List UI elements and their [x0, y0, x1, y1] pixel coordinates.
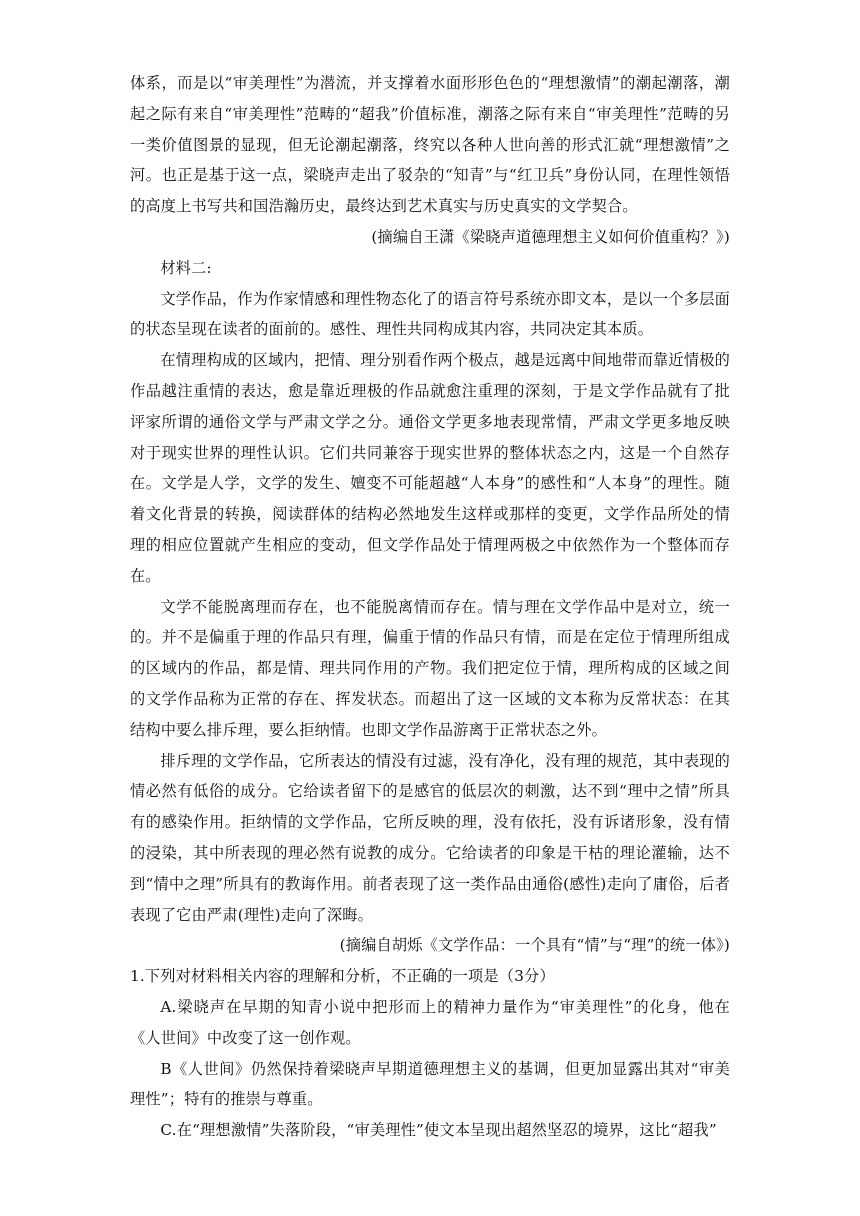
material2-paragraph-2: 在情理构成的区域内，把情、理分别看作两个极点，越是远离中间地带而靠近情极的作品越注重情的表达，愈是靠近理极的作品就愈注重理的深刻，于是文学作品就有了批评家所谓的通俗文学与严肃文学之分。通俗文学更多地表现常情，严肃文学更多地反映对于现实世界的理性认识。它们共同兼容于现实世界的整体状态之内，这是一个自然存在。文学是人学，文学的发生、嬗变不可能超越“人本身”的感性和“人本身”的理性。随着文化背景的转换，阅读群体的结构必然地发生这样或那样的变更，文学作品所处的情理的相应位置就产生相应的变动，但文学作品处于情理两极之中依然作为一个整体而存在。	[130, 351, 730, 585]
material1-tail-paragraph: 体系，而是以“审美理性”为潜流，并支撑着水面形形色色的“理想激情”的潮起潮落，潮起之际有来自“审美理性”范畴的“超我”价值标准，潮落之际有来自“审美理性”范畴的另一类价值图景的显现，但无论潮起潮落，终究以各种人世向善的形式汇就“理想激情”之河。也正是基于这一点，梁晓声走出了驳杂的“知青”与“红卫兵”身份认同，在理性领悟的高度上书写共和国浩瀚历史，最终达到艺术真实与历史真实的文学契合。	[130, 74, 730, 216]
material2-paragraph-3: 文学不能脱离理而存在，也不能脱离情而存在。情与理在文学作品中是对立，统一的。并不是偏重于理的作品只有理，偏重于情的作品只有情，而是在定位于情理所组成的区域内的作品，都是情、理共同作用的产物。我们把定位于情，理所构成的区域之间的文学作品称为正常的存在、挥发状态。而超出了这一区域的文本称为反常状态：在其结构中要么排斥理，要么拒纳情。也即文学作品游离于正常状态之外。	[130, 597, 730, 739]
material2-heading: 材料二:	[160, 258, 212, 277]
material2-paragraph-1: 文学作品，作为作家情感和理性物态化了的语言符号系统亦即文本，是以一个多层面的状态呈现在读者的面前的。感性、理性共同构成其内容，共同决定其本质。	[130, 289, 730, 339]
question-1-stem: 1.下列对材料相关内容的理解和分析，不正确的一项是（3分）	[130, 967, 555, 986]
question-1-option-b: B《人世间》仍然保持着梁晓声早期道德理想主义的基调，但更加显露出其对“审美理性”；特有的推崇与尊重。	[130, 1059, 730, 1109]
material1-source: (摘编自王潇《梁晓声道德理想主义如何价值重构？》)	[371, 227, 730, 246]
question-1-option-a: A.梁晓声在早期的知青小说中把形而上的精神力量作为“审美理性”的化身，他在《人世间》中改变了这一创作观。	[130, 997, 730, 1047]
question-1-option-c: C.在“理想激情”失落阶段，“审美理性”使文本呈现出超然坚忍的境界，这比“超我”	[160, 1121, 717, 1140]
document-body	[130, 68, 730, 1146]
material2-paragraph-4: 排斥理的文学作品，它所表达的情没有过滤，没有净化，没有理的规范，其中表现的情必然有低俗的成分。它给读者留下的是感官的低层次的刺激，达不到“理中之情”所具有的感染作用。拒纳情的文学作品，它所反映的理，没有依托，没有诉诸形象，没有情的浸染，其中所表现的理必然有说教的成分。它给读者的印象是干枯的理论灌输，达不到“情中之理”所具有的教诲作用。前者表现了这一类作品由通俗(感性)走向了庸俗，后者表现了它由严肃(理性)走向了深晦。	[130, 751, 730, 924]
material2-source: (摘编自胡烁《文学作品：一个具有“情”与“理”的统一体》)	[339, 936, 730, 955]
